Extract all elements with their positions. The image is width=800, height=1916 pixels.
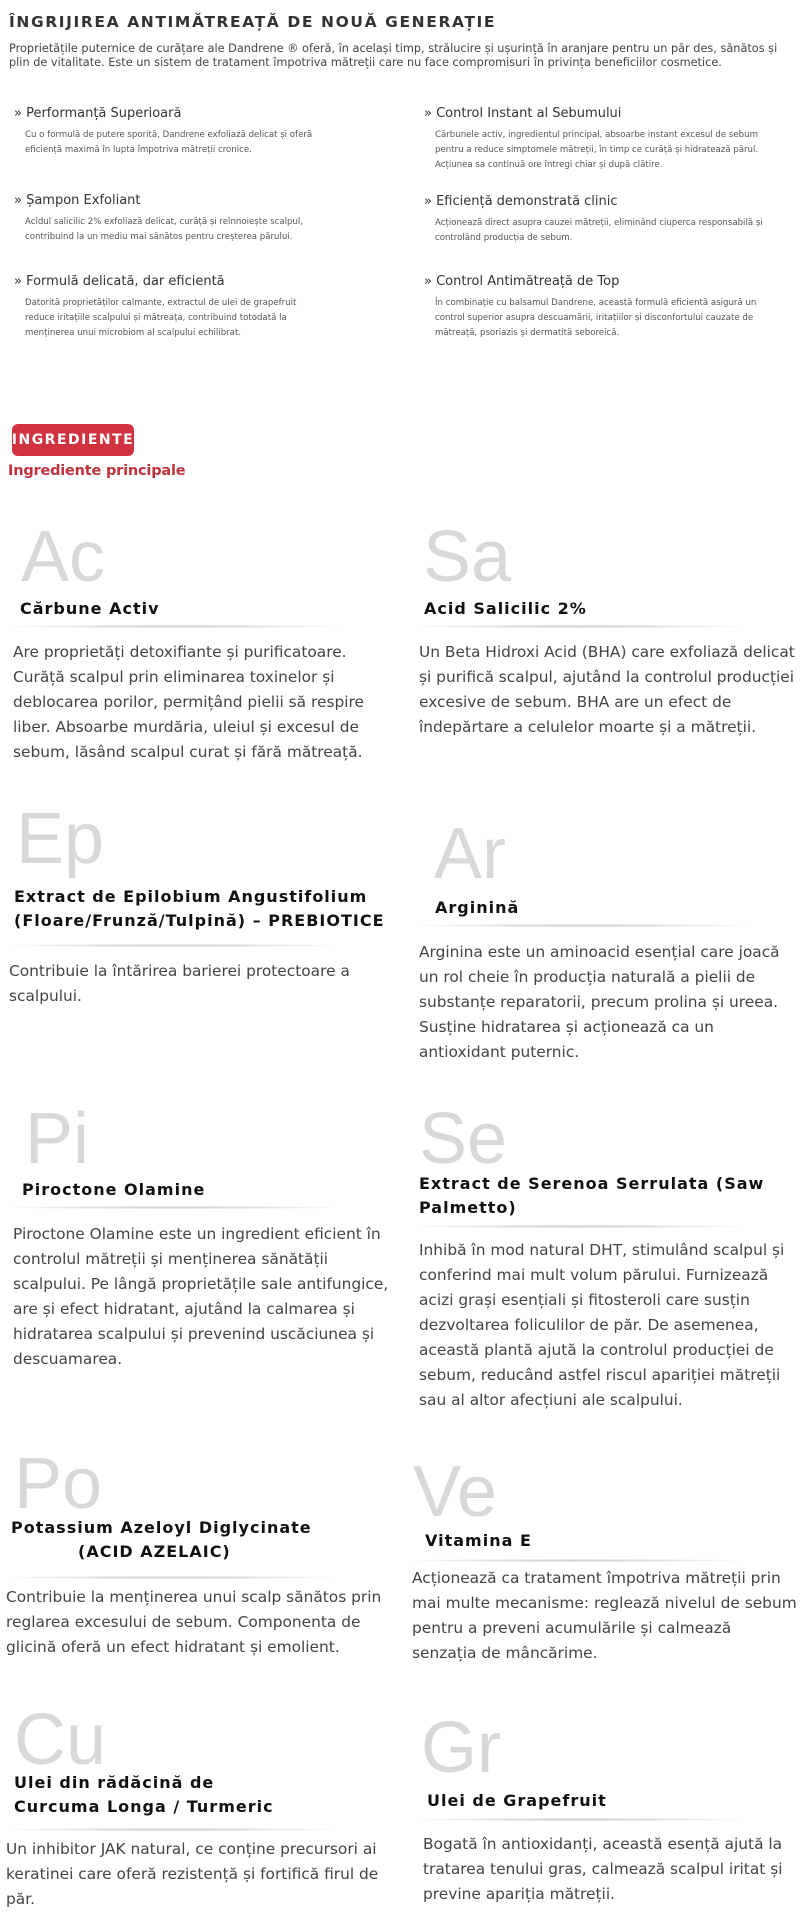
ingredient-name-secondary: (ACID AZELAIC) — [78, 1542, 231, 1561]
ingredient-description: Contribuie la menținerea unui scalp sănătos prin reglarea excesului de sebum. Componenta de glicină oferă un efect hidratant și emolient. — [6, 1588, 382, 1656]
ingredient-abbreviation: Ar — [434, 814, 506, 894]
ingredient-description: Contribuie la întărirea barierei protectoare a scalpului. — [9, 962, 350, 1005]
feature-title: » Control Antimătreață de Top — [424, 274, 620, 289]
ingredient-divider — [418, 924, 748, 927]
feature-title: » Șampon Exfoliant — [14, 193, 141, 208]
ingredient-description: Bogată în antioxidanți, această esență ajută la tratarea tenului gras, calmează scalpul iritat și previne apariția mătreții. — [423, 1835, 783, 1903]
ingredient-divider — [413, 1818, 743, 1821]
ingredient-description: Arginina este un aminoacid esențial care joacă un rol cheie în producția naturală a pielii de substanțe reparatorii, precum prolina și ureea. Susține hidratarea și acționează ca un antioxidant puternic. — [419, 943, 780, 1061]
ingredient-divider — [8, 944, 338, 947]
ingredient-description: Piroctone Olamine este un ingredient eficient în controlul mătreții și menținerea sănătății scalpului. Pe lângă proprietățile sale antifungice, are și efect hidratant, ajutând la calmarea și hidratarea scalpului și prevenind uscăciunea și descuamarea. — [13, 1225, 389, 1368]
feature-description: Acidul salicilic 2% exfoliază delicat, curăță și reînnoiește scalpul, contribuind la un mediu mai sănătos pentru creșterea părului. — [25, 217, 304, 242]
page-intro: Proprietățile puternice de curățare ale Dandrene ® oferă, în același timp, strălucire și ușurință în aranjare pentru un păr des, sănătos și plin de vitalitate. Este un sistem de tratament împotriva mătreții care nu face compromisuri în privința beneficiilor cosmetice. — [9, 42, 778, 69]
ingredient-abbreviation: Cu — [14, 1700, 107, 1780]
ingredient-description: Acționează ca tratament împotriva mătreții prin mai multe mecanisme: reglează nivelul de sebum pentru a preveni acumulările și calmează senzația de mâncărime. — [412, 1569, 797, 1662]
ingredient-name: Acid Salicilic 2% — [424, 599, 587, 618]
feature-description: Cu o formulă de putere sporită, Dandrene exfoliază delicat și oferă eficiență maximă în lupta împotriva mătreții cronice. — [25, 130, 313, 155]
feature-description: Acționează direct asupra cauzei mătreții, eliminând ciuperca responsabilă și controlând producția de sebum. — [435, 218, 763, 243]
feature-clinical — [424, 194, 800, 246]
ingredient-divider — [8, 1206, 338, 1209]
ingredients-badge: INGREDIENTE — [12, 424, 134, 456]
ingredient-abbreviation: Pi — [25, 1099, 90, 1179]
ingredient-divider — [410, 1559, 740, 1562]
ingredient-divider — [413, 1225, 743, 1228]
ingredient-description: Un Beta Hidroxi Acid (BHA) care exfoliază delicat și purifică scalpul, ajutând la controlul producției excesive de sebum. BHA are un efect de îndepărtare a celulelor moarte și a mătreții. — [419, 643, 795, 736]
ingredient-abbreviation: Po — [14, 1444, 103, 1524]
feature-top-control — [424, 274, 800, 341]
ingredient-description: Are proprietăți detoxifiante și purificatoare. Curăță scalpul prin eliminarea toxinelor și deblocarea porilor, permițând pielii să respire liber. Absoarbe murdăria, uleiul și excesul de sebum, lăsând scalpul curat și fără mătreață. — [13, 643, 364, 761]
ingredient-description: Inhibă în mod natural DHT, stimulând scalpul și conferind mai mult volum părului. Furnizează acizi grași esențiali și fitosteroli care susțin dezvoltarea foliculilor de păr. De asemenea, această plantă ajută la controlul producției de sebum, reducând astfel riscul apariției mătreții sau al altor afecțiuni ale scalpului. — [419, 1241, 785, 1409]
ingredient-name: Extract de Epilobium Angustifolium (Floare/Frunză/Tulpină) – PREBIOTICE — [14, 887, 385, 930]
ingredient-divider — [10, 625, 340, 628]
feature-title: » Formulă delicată, dar eficientă — [14, 274, 225, 289]
feature-title: » Performanță Superioară — [14, 106, 182, 121]
ingredient-divider — [6, 1576, 336, 1579]
feature-sebum-control — [424, 106, 800, 173]
page-title: ÎNGRIJIREA ANTIMĂTREAȚĂ DE NOUĂ GENERAȚIE — [9, 13, 497, 31]
ingredient-name: Cărbune Activ — [20, 599, 160, 618]
ingredient-description: Un inhibitor JAK natural, ce conține precursori ai keratinei care oferă rezistență și fortifică firul de păr. — [6, 1840, 379, 1908]
ingredient-abbreviation: Se — [419, 1099, 508, 1179]
ingredient-abbreviation: Ac — [21, 517, 106, 597]
ingredient-abbreviation: Gr — [421, 1708, 501, 1788]
ingredient-name: Potassium Azeloyl Diglycinate — [11, 1518, 312, 1537]
feature-description: În combinație cu balsamul Dandrene, această formulă eficientă asigură un control superior asupra descuamării, iritațiilor și disconfortului cauzate de mătreață, psoriazis și dermatită seboreică. — [435, 298, 757, 338]
feature-description: Cărbunele activ, ingredientul principal, absoarbe instant excesul de sebum pentru a reduce simptomele mătreții, în timp ce curăță și hidratează părul. Acțiunea sa continuă ore întregi chiar și după clătire. — [435, 130, 759, 170]
feature-gentle-formula — [14, 274, 399, 341]
ingredient-name: Extract de Serenoa Serrulata (Saw Palmetto) — [419, 1174, 765, 1217]
ingredients-subtitle: Ingrediente principale — [8, 463, 186, 479]
ingredient-abbreviation: Ve — [413, 1452, 498, 1532]
ingredient-divider — [413, 625, 743, 628]
ingredient-name: Vitamina E — [425, 1531, 532, 1550]
ingredient-name: Arginină — [435, 898, 520, 917]
ingredient-name: Ulei din rădăcină de Curcuma Longa / Turmeric — [14, 1773, 274, 1816]
ingredient-abbreviation: Sa — [423, 517, 512, 597]
feature-exfoliating — [14, 193, 399, 245]
ingredient-abbreviation: Ep — [16, 799, 105, 879]
feature-title: » Control Instant al Sebumului — [424, 106, 622, 121]
ingredient-divider — [6, 1828, 336, 1831]
feature-description: Datorită proprietăților calmante, extractul de ulei de grapefruit reduce iritațiile scalpului și mătreața, contribuind totodată la menținerea unui microbiom al scalpului echilibrat. — [25, 298, 297, 338]
feature-title: » Eficiență demonstrată clinic — [424, 194, 618, 209]
feature-performance — [14, 106, 399, 158]
ingredient-name: Ulei de Grapefruit — [427, 1791, 607, 1810]
ingredient-name: Piroctone Olamine — [22, 1180, 206, 1199]
